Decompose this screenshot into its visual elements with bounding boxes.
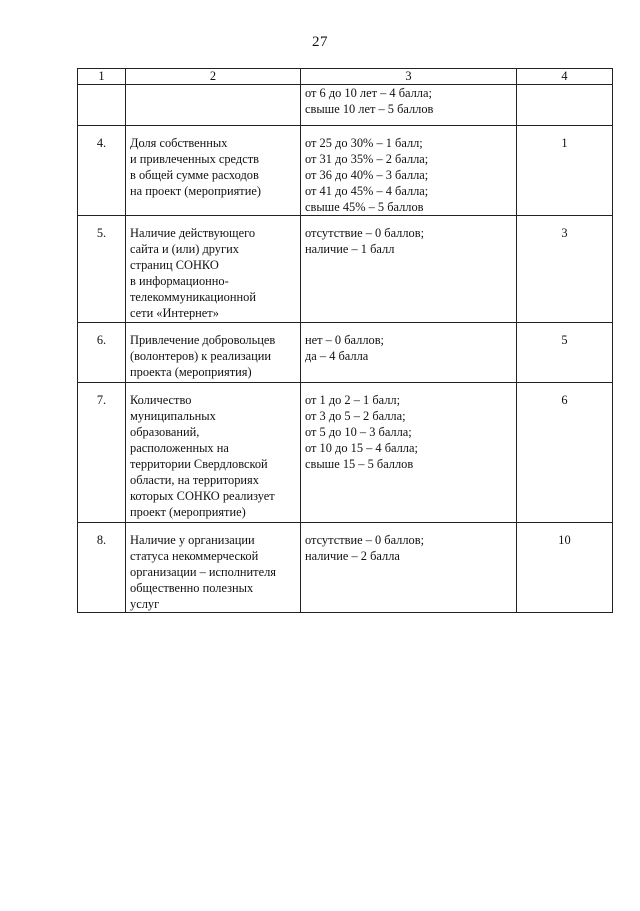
criterion-name-line: в информационно- bbox=[130, 274, 229, 288]
row-number: 5. bbox=[78, 216, 126, 323]
criterion-name bbox=[126, 85, 301, 126]
row-number: 8. bbox=[78, 523, 126, 613]
header-col-4: 4 bbox=[517, 69, 613, 85]
table-header-row bbox=[78, 69, 613, 85]
scoring-scale bbox=[301, 383, 517, 523]
criterion-name bbox=[126, 383, 301, 523]
scoring-scale-line: от 1 до 2 – 1 балл; bbox=[305, 393, 401, 407]
criterion-name-line: телекоммуникационной bbox=[130, 290, 256, 304]
table-row bbox=[78, 85, 613, 126]
criterion-name-line: Количество bbox=[130, 393, 192, 407]
criterion-name bbox=[126, 323, 301, 383]
criterion-name-line: (волонтеров) к реализации bbox=[130, 349, 271, 363]
table-row bbox=[78, 523, 613, 613]
criterion-name-line: образований, bbox=[130, 425, 200, 439]
criterion-name-line: услуг bbox=[130, 597, 160, 611]
header-col-1: 1 bbox=[78, 69, 126, 85]
scoring-scale bbox=[301, 523, 517, 613]
scoring-scale-line: отсутствие – 0 баллов; bbox=[305, 226, 425, 240]
scoring-scale-line: от 25 до 30% – 1 балл; bbox=[305, 136, 423, 150]
scoring-scale bbox=[301, 323, 517, 383]
scoring-scale-line: от 10 до 15 – 4 балла; bbox=[305, 441, 418, 455]
criterion-name bbox=[126, 126, 301, 216]
criterion-name-line: Наличие действующего bbox=[130, 226, 256, 240]
scoring-scale-line: да – 4 балла bbox=[305, 349, 369, 363]
table-row bbox=[78, 216, 613, 323]
row-number bbox=[78, 85, 126, 126]
scoring-scale-line: от 5 до 10 – 3 балла; bbox=[305, 425, 412, 439]
criterion-name-line: организации – исполнителя bbox=[130, 565, 276, 579]
scoring-scale-line: от 36 до 40% – 3 балла; bbox=[305, 168, 429, 182]
row-number: 7. bbox=[78, 383, 126, 523]
scoring-scale-line: от 31 до 35% – 2 балла; bbox=[305, 152, 429, 166]
criterion-name-line: проект (мероприятие) bbox=[130, 505, 246, 519]
row-number: 6. bbox=[78, 323, 126, 383]
scoring-scale bbox=[301, 216, 517, 323]
criterion-name-line: и привлеченных средств bbox=[130, 152, 259, 166]
criterion-name-line: общественно полезных bbox=[130, 581, 254, 595]
criterion-name-line: проекта (мероприятия) bbox=[130, 365, 252, 379]
scoring-scale-line: отсутствие – 0 баллов; bbox=[305, 533, 425, 547]
criterion-name-line: статуса некоммерческой bbox=[130, 549, 259, 563]
points-value bbox=[517, 85, 613, 126]
criterion-name-line: сайта и (или) других bbox=[130, 242, 239, 256]
criterion-name-line: Доля собственных bbox=[130, 136, 228, 150]
criterion-name-line: которых СОНКО реализует bbox=[130, 489, 275, 503]
points-value: 6 bbox=[517, 383, 613, 523]
table-row bbox=[78, 126, 613, 216]
scoring-scale-line: свыше 10 лет – 5 баллов bbox=[305, 102, 434, 116]
header-col-2: 2 bbox=[126, 69, 301, 85]
criteria-table bbox=[77, 68, 613, 613]
criterion-name-line: расположенных на bbox=[130, 441, 229, 455]
criterion-name-line: страниц СОНКО bbox=[130, 258, 219, 272]
points-value: 1 bbox=[517, 126, 613, 216]
scoring-scale-line: наличие – 1 балл bbox=[305, 242, 395, 256]
scoring-scale bbox=[301, 126, 517, 216]
scoring-scale bbox=[301, 85, 517, 126]
scoring-scale-line: от 41 до 45% – 4 балла; bbox=[305, 184, 429, 198]
criterion-name bbox=[126, 216, 301, 323]
page-number: 27 bbox=[312, 34, 328, 50]
table-body bbox=[78, 85, 613, 613]
criterion-name-line: муниципальных bbox=[130, 409, 216, 423]
points-value: 10 bbox=[517, 523, 613, 613]
row-number: 4. bbox=[78, 126, 126, 216]
criterion-name-line: Наличие у организации bbox=[130, 533, 255, 547]
points-value: 3 bbox=[517, 216, 613, 323]
criterion-name-line: Привлечение добровольцев bbox=[130, 333, 276, 347]
criterion-name-line: территории Свердловской bbox=[130, 457, 268, 471]
scoring-scale-line: нет – 0 баллов; bbox=[305, 333, 384, 347]
scoring-scale-line: свыше 45% – 5 баллов bbox=[305, 200, 424, 214]
header-col-3: 3 bbox=[301, 69, 517, 85]
scoring-scale-line: от 6 до 10 лет – 4 балла; bbox=[305, 86, 432, 100]
criterion-name-line: области, на территориях bbox=[130, 473, 259, 487]
table-row bbox=[78, 323, 613, 383]
criterion-name-line: на проект (мероприятие) bbox=[130, 184, 261, 198]
criterion-name-line: сети «Интернет» bbox=[130, 306, 219, 320]
scoring-scale-line: свыше 15 – 5 баллов bbox=[305, 457, 414, 471]
table-row bbox=[78, 383, 613, 523]
points-value: 5 bbox=[517, 323, 613, 383]
scoring-scale-line: наличие – 2 балла bbox=[305, 549, 400, 563]
scoring-scale-line: от 3 до 5 – 2 балла; bbox=[305, 409, 406, 423]
criterion-name-line: в общей сумме расходов bbox=[130, 168, 259, 182]
criterion-name bbox=[126, 523, 301, 613]
